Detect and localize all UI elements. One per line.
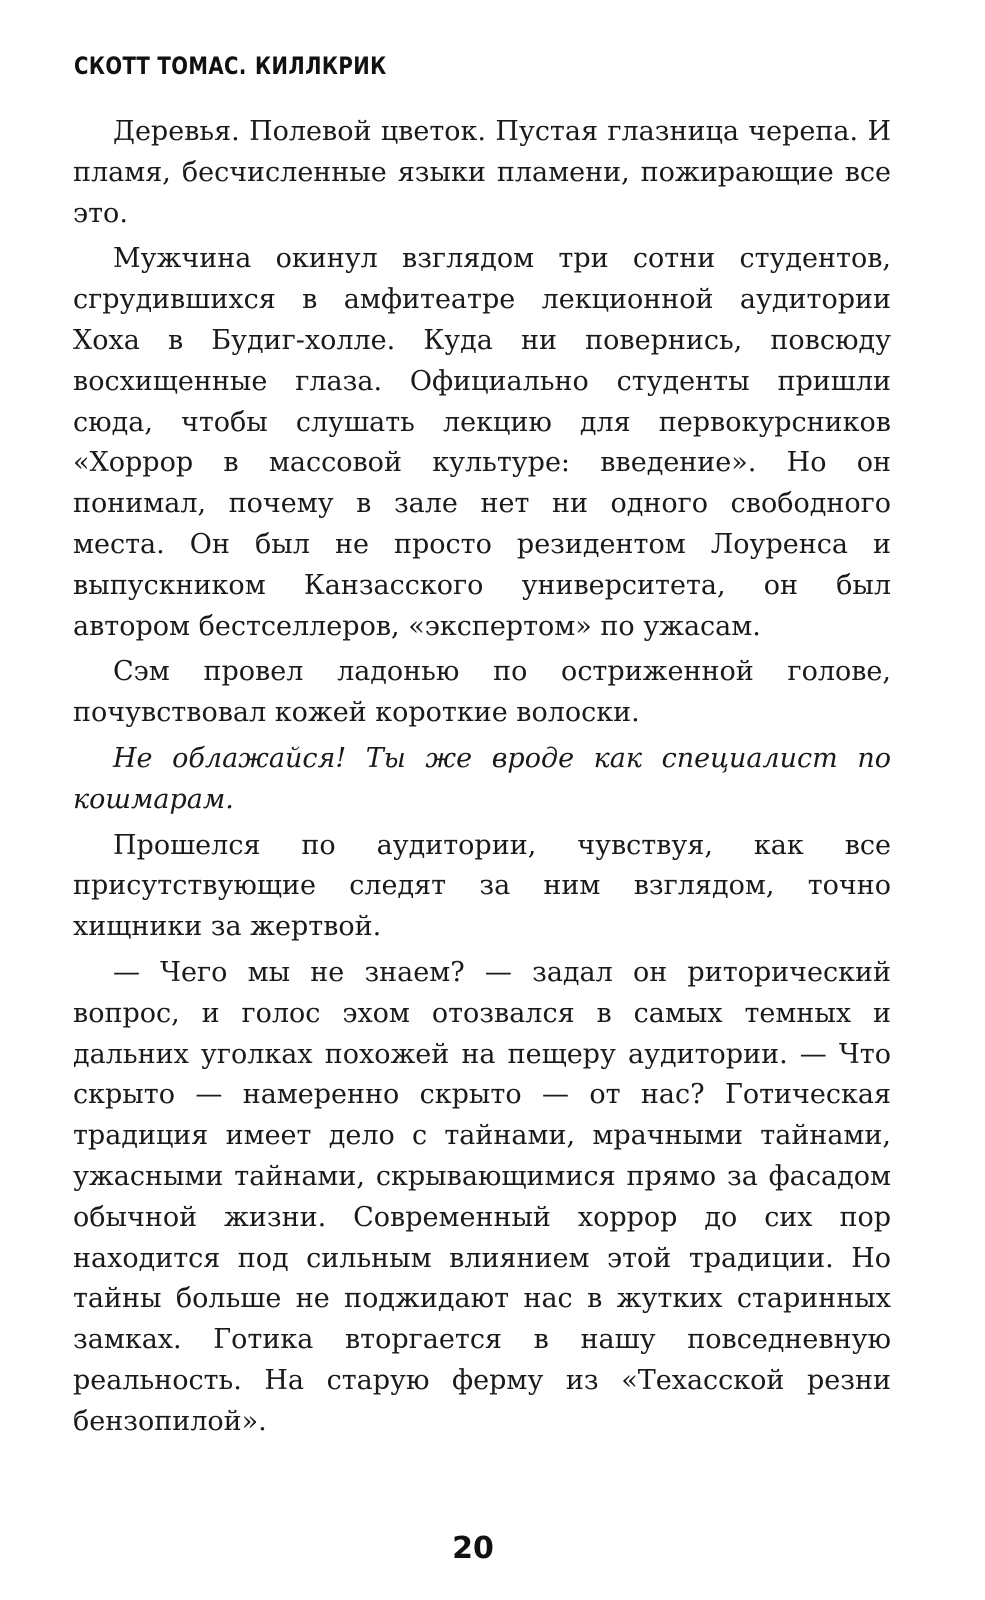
running-header <box>74 52 387 80</box>
header-title: КИЛЛКРИК <box>254 52 387 80</box>
page-number: 20 <box>452 1531 494 1566</box>
paragraph-3: Сэм провел ладонью по остриженной голове, почувствовал кожей короткие волоски. <box>73 656 891 729</box>
body-text <box>73 112 891 1448</box>
paragraph-4-italic-thought: Не облажайся! Ты же вроде как специалист по кошмарам. <box>73 742 891 815</box>
paragraph-2: Мужчина окинул взглядом три сотни студентов, сгрудившихся в амфитеатре лекционной аудитории Хоха в Будиг-холле. Куда ни повернись, повсюду восхищенные глаза. Официально студенты пришли сюда, чтобы слушать лекцию для первокурсников «Хоррор в массовой культуре: введение». Но он понимал, почему в зале нет ни одного свободного места. Он был не просто резидентом Лоуренса и выпускником Канзасского университета, он был автором бестселлеров, «экспертом» по ужасам. <box>73 243 891 642</box>
paragraph-5: Прошелся по аудитории, чувствуя, как все присутствующие следят за ним взглядом, точно хищники за жертвой. <box>73 829 891 943</box>
paragraph-1: Деревья. Полевой цветок. Пустая глазница черепа. И пламя, бесчисленные языки пламени, пожирающие все это. <box>73 116 891 229</box>
paragraph-6: — Чего мы не знаем? — задал он риторический вопрос, и голос эхом отозвался в самых темных и дальних уголках похожей на пещеру аудитории. — Что скрыто — намеренно скрыто — от нас? Готическая традиция имеет дело с тайнами, мрачными тайнами, ужасными тайнами, скрывающимися прямо за фасадом обычной жизни. Современный хоррор до сих пор находится под сильным влиянием этой традиции. Но тайны больше не поджидают нас в жутких старинных замках. Готика вторгается в нашу повседневную реальность. На старую ферму из «Техасской резни бензопилой». <box>73 956 891 1437</box>
header-author: СКОТТ ТОМАС. <box>74 52 247 80</box>
